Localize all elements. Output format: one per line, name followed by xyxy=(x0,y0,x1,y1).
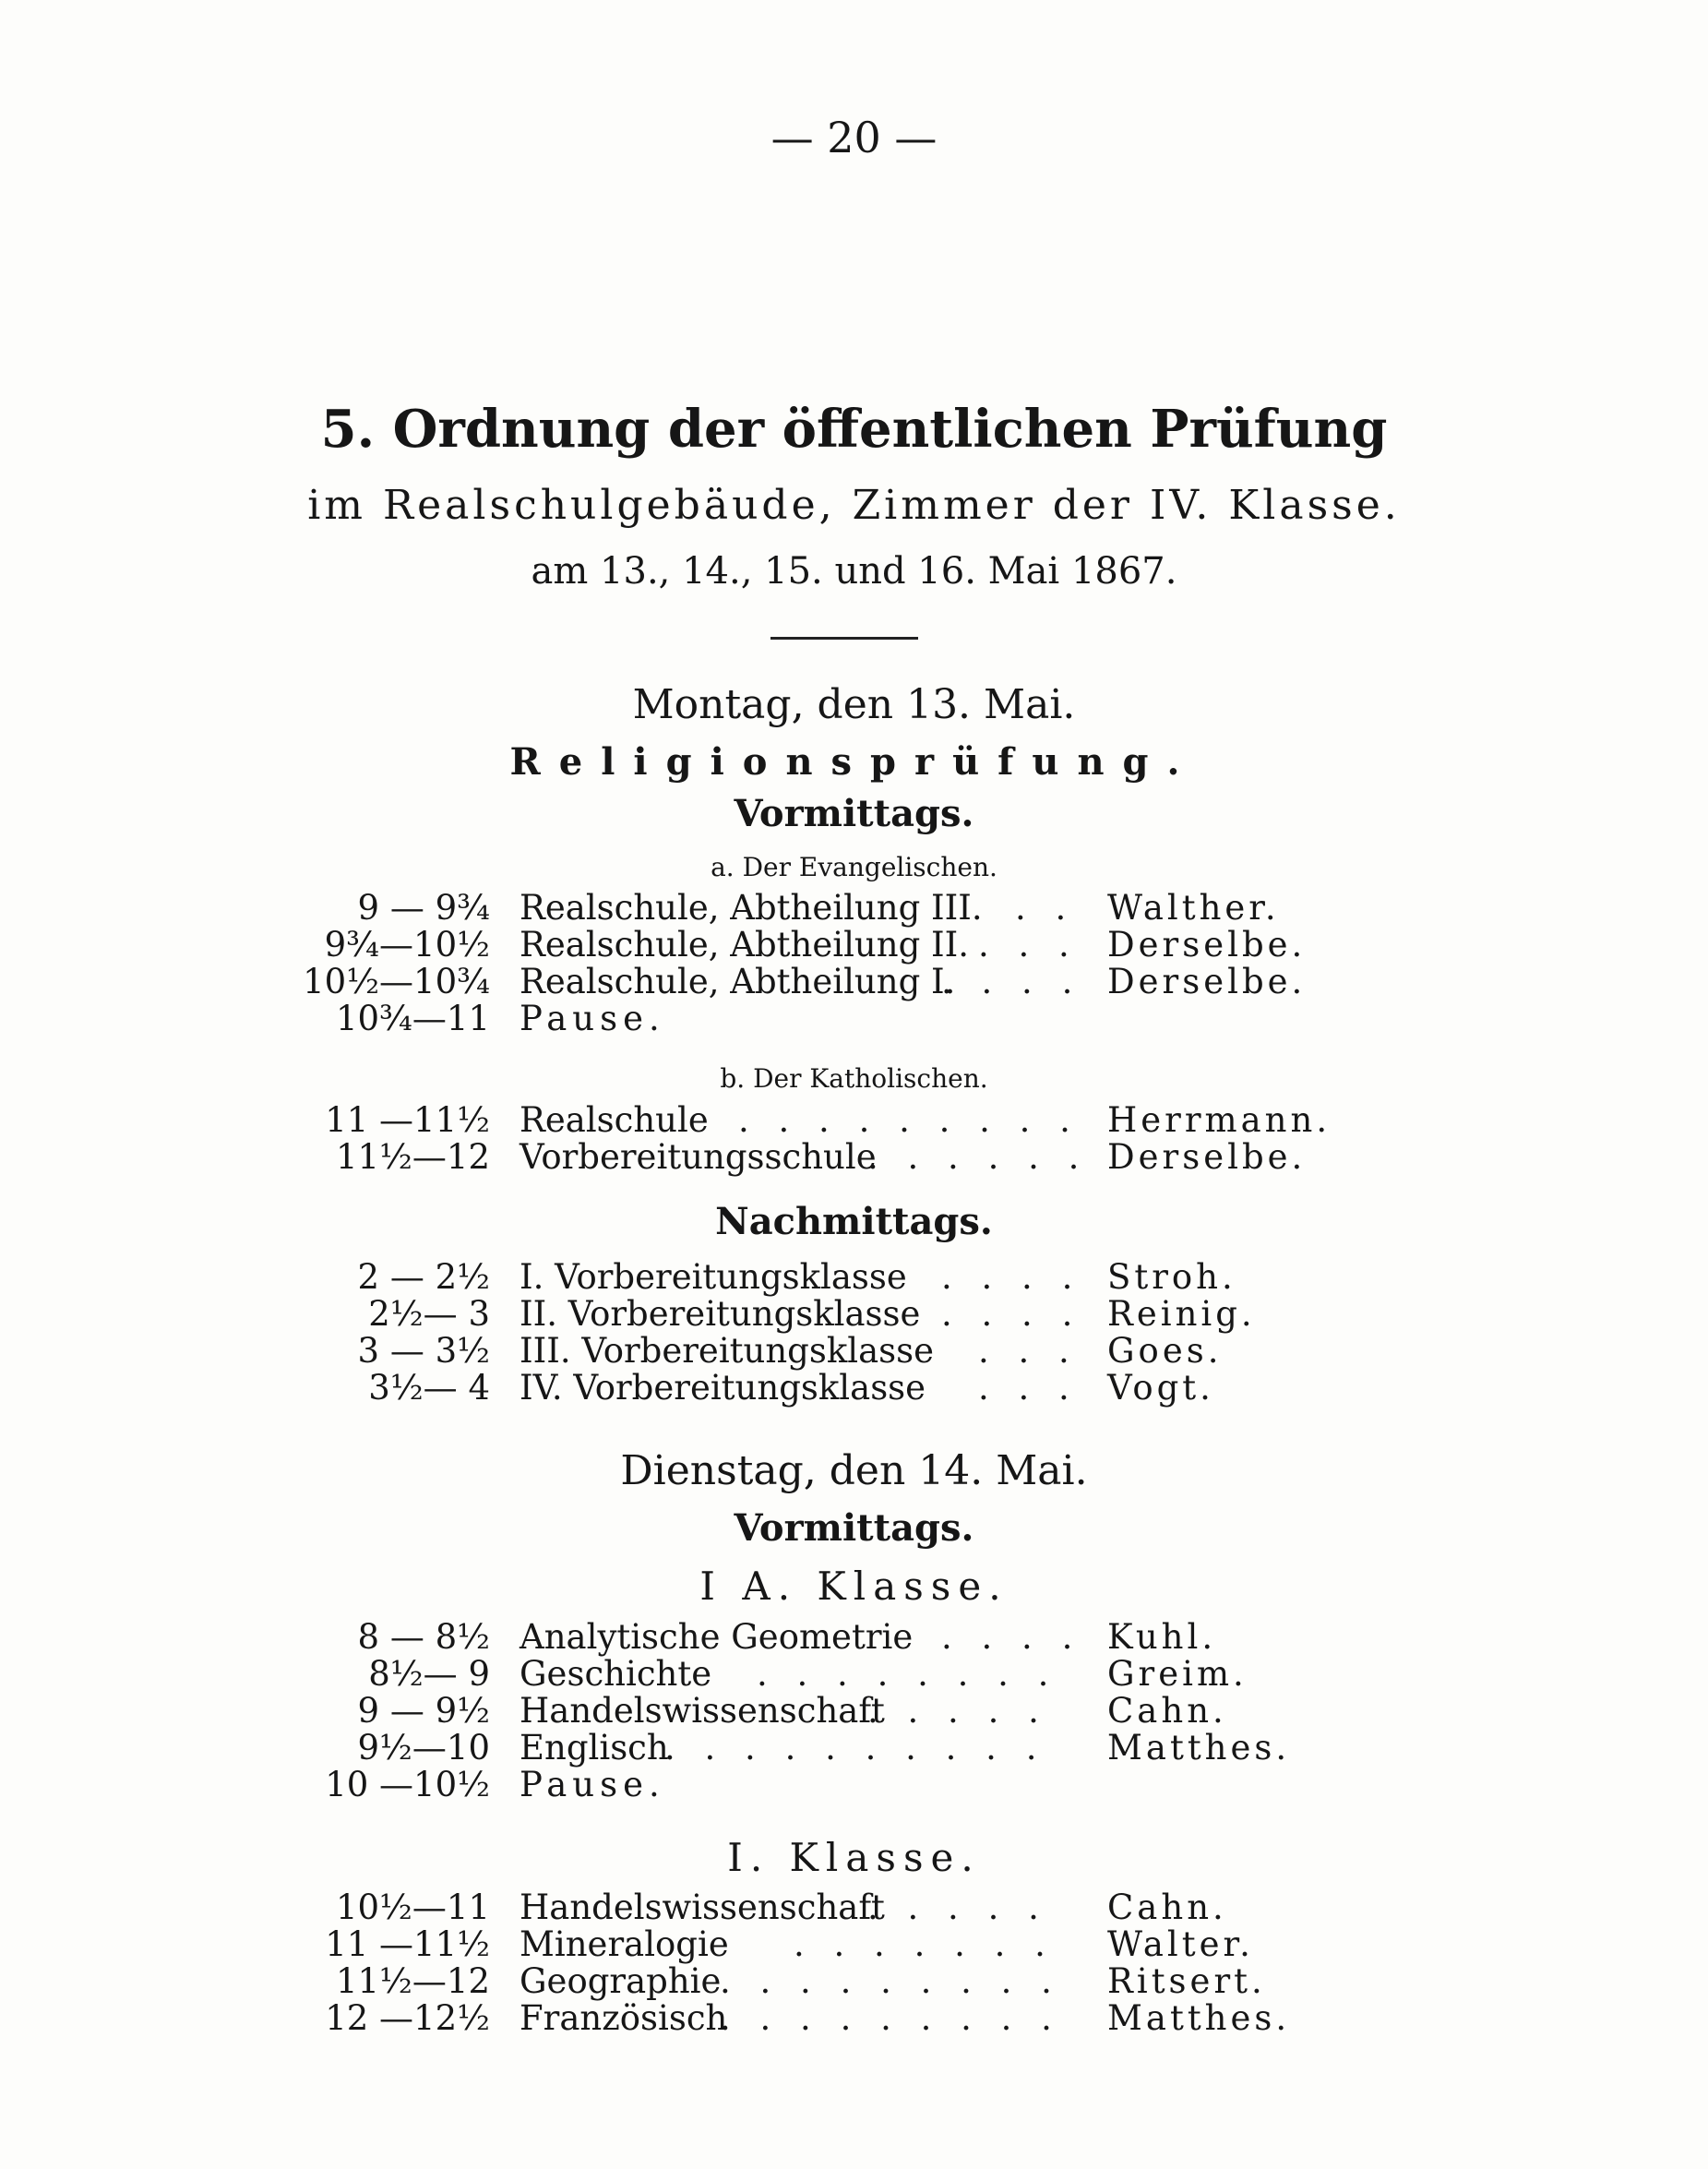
leader-dots: . . . . . . xyxy=(867,1137,1089,1177)
leader-dots: . . . . . . . . . xyxy=(720,1961,1061,2001)
teacher: Vogt. xyxy=(1107,1368,1214,1408)
teacher: Goes. xyxy=(1107,1331,1223,1371)
schedule-row xyxy=(0,888,1708,929)
morning-heading: Vormittags. xyxy=(734,1506,974,1550)
subject: Realschule xyxy=(520,1100,709,1140)
subject: Handelswissenschaft xyxy=(520,1887,885,1927)
schedule-row xyxy=(0,1728,1708,1768)
location-subtitle: im Realschulgebäude, Zimmer der IV. Klasse. xyxy=(307,482,1401,529)
leader-dots: . . . . xyxy=(941,1617,1082,1657)
teacher: Ritsert. xyxy=(1107,1961,1266,2001)
subject: Pause. xyxy=(520,1765,665,1804)
time-slot: 10½—10¾ xyxy=(303,962,490,1001)
section-heading-religion: Religionsprüfung. xyxy=(509,740,1199,784)
teacher: Derselbe. xyxy=(1107,1137,1307,1177)
time-slot: 11½—12 xyxy=(335,1961,490,2001)
leader-dots: . . . xyxy=(978,1368,1079,1408)
subject: IV. Vorbereitungsklasse xyxy=(520,1368,926,1408)
teacher: Reinig. xyxy=(1107,1294,1256,1334)
teacher: Matthes. xyxy=(1107,1998,1291,2038)
leader-dots: . . . . . xyxy=(867,1691,1048,1731)
schedule-row xyxy=(0,1691,1708,1732)
subject: Vorbereitungsschule xyxy=(520,1137,877,1177)
teacher: Derselbe. xyxy=(1107,962,1307,1001)
subject: Französisch xyxy=(520,1998,728,2038)
schedule-row xyxy=(0,1100,1708,1141)
schedule-row xyxy=(0,1765,1708,1805)
day-heading-monday: Montag, den 13. Mai. xyxy=(632,681,1076,728)
schedule-row xyxy=(0,1924,1708,1965)
teacher: Herrmann. xyxy=(1107,1100,1332,1140)
leader-dots: . . . xyxy=(978,1331,1079,1371)
leader-dots: . . . . xyxy=(941,962,1082,1001)
subject: Mineralogie xyxy=(520,1924,729,1964)
time-slot: 3 — 3½ xyxy=(357,1331,490,1371)
subject: Pause. xyxy=(520,999,665,1038)
teacher: Matthes. xyxy=(1107,1728,1291,1768)
leader-dots: . . . . . . . xyxy=(794,1924,1055,1964)
subject: II. Vorbereitungsklasse xyxy=(520,1294,921,1334)
schedule-row xyxy=(0,1368,1708,1408)
divider-rule xyxy=(770,637,918,640)
time-slot: 10 —10½ xyxy=(325,1765,490,1804)
subject: Realschule, Abtheilung I. xyxy=(520,962,956,1001)
teacher: Greim. xyxy=(1107,1654,1248,1694)
leader-dots: . . . . . . . . . xyxy=(720,1998,1061,2038)
teacher: Cahn. xyxy=(1107,1887,1227,1927)
time-slot: 2½— 3 xyxy=(368,1294,490,1334)
morning-heading: Vormittags. xyxy=(734,792,974,835)
schedule-row xyxy=(0,962,1708,1002)
schedule-row xyxy=(0,1137,1708,1178)
leader-dots: . . . . . xyxy=(867,1887,1048,1927)
schedule-row xyxy=(0,1998,1708,2039)
time-slot: 12 —12½ xyxy=(325,1998,490,2038)
teacher: Walther. xyxy=(1107,888,1280,928)
schedule-row xyxy=(0,1294,1708,1335)
schedule-row xyxy=(0,999,1708,1039)
time-slot: 9 — 9¾ xyxy=(357,888,490,928)
schedule-row xyxy=(0,1617,1708,1658)
class-heading-i: I. Klasse. xyxy=(727,1835,981,1880)
time-slot: 11 —11½ xyxy=(325,1100,490,1140)
schedule-row xyxy=(0,1257,1708,1298)
date-line: am 13., 14., 15. und 16. Mai 1867. xyxy=(531,550,1177,593)
time-slot: 11½—12 xyxy=(335,1137,490,1177)
teacher: Walter. xyxy=(1107,1924,1254,1964)
teacher: Stroh. xyxy=(1107,1257,1236,1297)
time-slot: 9½—10 xyxy=(357,1728,490,1768)
teacher: Derselbe. xyxy=(1107,925,1307,965)
leader-dots: . . . . xyxy=(941,1257,1082,1297)
teacher: Cahn. xyxy=(1107,1691,1227,1731)
time-slot: 2 — 2½ xyxy=(357,1257,490,1297)
subject: III. Vorbereitungsklasse xyxy=(520,1331,935,1371)
schedule-row xyxy=(0,1887,1708,1928)
time-slot: 10½—11 xyxy=(335,1887,490,1927)
time-slot: 9 — 9½ xyxy=(357,1691,490,1731)
time-slot: 9¾—10½ xyxy=(324,925,490,965)
leader-dots: . . . . xyxy=(941,1294,1082,1334)
subject: Englisch xyxy=(520,1728,669,1768)
class-heading-ia: I A. Klasse. xyxy=(699,1564,1009,1609)
schedule-row xyxy=(0,1961,1708,2002)
time-slot: 3½— 4 xyxy=(368,1368,490,1408)
time-slot: 8½— 9 xyxy=(368,1654,490,1694)
group-heading-evangelical: a. Der Evangelischen. xyxy=(711,852,997,882)
page-number: — 20 — xyxy=(770,113,938,162)
time-slot: 11 —11½ xyxy=(325,1924,490,1964)
leader-dots: . . xyxy=(1015,888,1076,928)
subject: I. Vorbereitungsklasse xyxy=(520,1257,907,1297)
teacher: Kuhl. xyxy=(1107,1617,1217,1657)
schedule-row xyxy=(0,1654,1708,1695)
subject: Handelswissenschaft xyxy=(520,1691,885,1731)
page-title: 5. Ordnung der öffentlichen Prüfung xyxy=(320,399,1388,460)
leader-dots: . . . xyxy=(978,925,1079,965)
subject: Geschichte xyxy=(520,1654,712,1694)
subject: Realschule, Abtheilung III. xyxy=(520,888,983,928)
schedule-row xyxy=(0,1331,1708,1372)
subject: Analytische Geometrie xyxy=(520,1617,914,1657)
leader-dots: . . . . . . . . xyxy=(757,1654,1058,1694)
subject: Geographie xyxy=(520,1961,722,2001)
leader-dots: . . . . . . . . . xyxy=(738,1100,1080,1140)
schedule-row xyxy=(0,925,1708,965)
day-heading-tuesday: Dienstag, den 14. Mai. xyxy=(620,1447,1088,1494)
time-slot: 10¾—11 xyxy=(335,999,490,1038)
afternoon-heading: Nachmittags. xyxy=(715,1200,993,1243)
time-slot: 8 — 8½ xyxy=(357,1617,490,1657)
group-heading-catholic: b. Der Katholischen. xyxy=(720,1063,988,1094)
subject: Realschule, Abtheilung II. xyxy=(520,925,970,965)
leader-dots: . . . . . . . . . . xyxy=(664,1728,1046,1768)
